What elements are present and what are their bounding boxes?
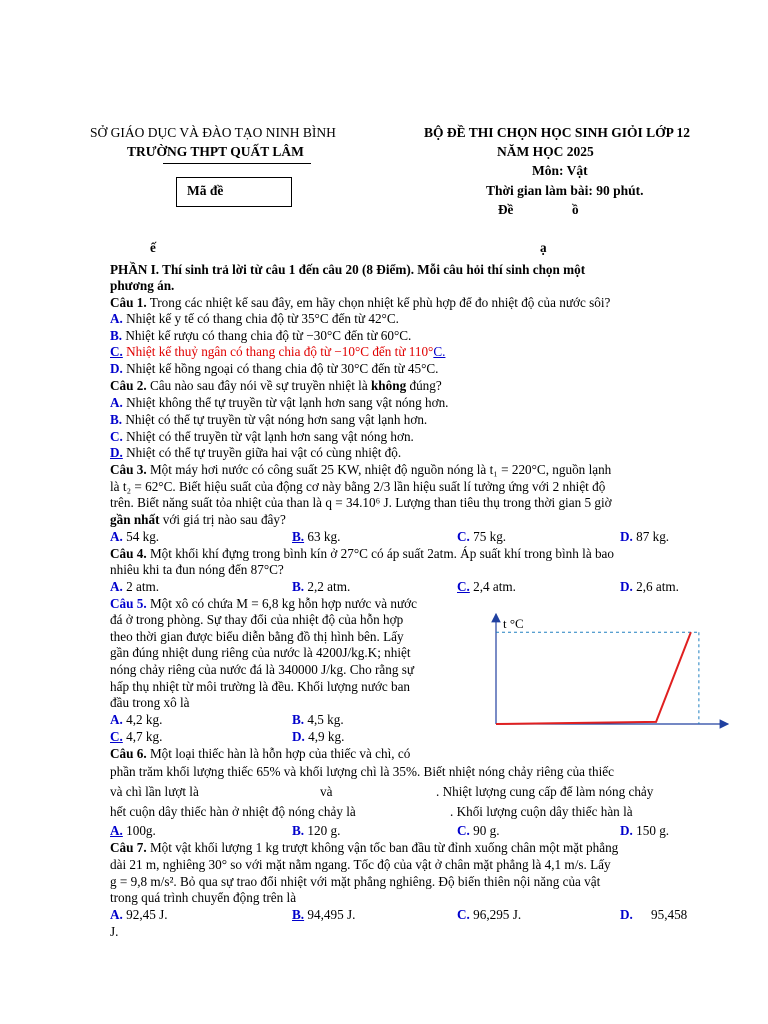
question-text: . Nhiệt lượng cung cấp để làm nóng chảy <box>436 784 654 799</box>
option-c <box>110 729 162 745</box>
option-text: 95,458 <box>651 907 688 922</box>
question-text: J. <box>110 924 119 939</box>
option-text: 2,4 atm. <box>469 579 516 594</box>
question-text: phần trăm khối lượng thiếc 65% và khối lượng chì là 35%. Biết nhiệt nóng chảy riêng của thiếc <box>110 764 614 779</box>
option-d <box>620 529 669 545</box>
department-name: SỞ GIÁO DỤC VÀ ĐÀO TẠO NINH BÌNH <box>90 125 336 140</box>
time-allowed: Thời gian làm bài: 90 phút. <box>486 183 644 198</box>
option-b <box>292 823 340 839</box>
option-letter: D. <box>110 445 123 460</box>
subject: Môn: Vật <box>532 163 588 178</box>
option-letter: A. <box>110 907 123 922</box>
question-1 <box>110 295 610 311</box>
option-letter: C. <box>110 344 123 359</box>
option-text: 90 g. <box>469 823 500 838</box>
option-text: Nhiệt có thể tự truyền giữa hai vật có cùng nhiệt độ. <box>122 445 402 460</box>
header-fragment: Đề <box>498 202 514 217</box>
question-text: nóng chảy riêng của nước đá là 340000 J/kg. Cho rằng sự <box>110 662 415 677</box>
option-letter: B. <box>292 823 305 838</box>
option-c <box>457 823 500 839</box>
option-text: 120 g. <box>304 823 341 838</box>
option-text: 4,9 kg. <box>304 729 345 744</box>
option-letter: D. <box>292 729 305 744</box>
question-text: đúng? <box>406 378 442 393</box>
question-2 <box>110 378 442 394</box>
option-text: 54 kg. <box>122 529 160 544</box>
option-text: 94,495 J. <box>304 907 356 922</box>
exam-set-title: BỘ ĐỀ THI CHỌN HỌC SINH GIỎI LỚP 12 <box>424 125 691 140</box>
question-emphasis: gần nhất <box>110 512 160 527</box>
option-text: 4,5 kg. <box>304 712 344 727</box>
option-text: Nhiệt kế hồng ngoại có thang chia độ từ 30°C đến từ 45°C. <box>122 361 439 376</box>
option-a <box>110 907 168 923</box>
question-text: . Khối lượng cuộn dây thiếc hàn là <box>450 804 633 819</box>
question-text: hết cuộn dây thiếc hàn ở nhiệt độ nóng chảy là <box>110 804 356 819</box>
question-text: và <box>320 784 333 799</box>
option-a <box>110 823 156 839</box>
option-text: 87 kg. <box>632 529 670 544</box>
option-letter: C. <box>110 729 123 744</box>
option-b <box>292 907 355 923</box>
option-text: 92,45 J. <box>122 907 168 922</box>
option-text: Nhiệt có thể truyền từ vật lạnh hơn sang vật nóng hơn. <box>122 429 414 444</box>
option-c <box>457 579 516 595</box>
option-text: 2,6 atm. <box>632 579 679 594</box>
header-fragment: ạ <box>540 240 547 255</box>
question-4 <box>110 546 614 562</box>
option-c <box>457 529 506 545</box>
question-text: Câu nào sau đây nói về sự truyền nhiệt là <box>146 378 371 393</box>
question-label: Câu 5. <box>110 596 147 611</box>
exam-code-label: Mã đề <box>187 183 224 198</box>
option-a <box>110 712 162 728</box>
option-letter: D. <box>620 579 633 594</box>
header-fragment: ế <box>150 240 156 255</box>
question-text: Một máy hơi nước có công suất 25 KW, nhiệt độ nguồn nóng là t₁ = 220°C, nguồn lạnh <box>146 462 612 477</box>
option-letter: C. <box>457 579 470 594</box>
question-text: đầu trong xô là <box>110 695 190 710</box>
question-text: trên. Biết năng suất tỏa nhiệt của than là q = 34.10⁶ J. Lượng than tiêu thụ trong thời gian 5 giờ <box>110 495 612 510</box>
question-label: Câu 4. <box>110 546 147 561</box>
option-d <box>620 907 633 923</box>
option-text-end: C. <box>433 344 446 359</box>
option-text: Nhiệt không thể tự truyền từ vật lạnh hơn sang vật nóng hơn. <box>122 395 449 410</box>
question-emphasis: không <box>370 378 407 393</box>
question-text: hấp thụ nhiệt từ môi trường là đều. Khối lượng nước ban <box>110 679 411 694</box>
option-letter: B. <box>292 712 305 727</box>
option-d <box>292 729 344 745</box>
part-title: PHẦN I. Thí sinh trả lời từ câu 1 đến câu 20 (8 Điểm). Mỗi câu hỏi thí sinh chọn một <box>110 262 586 277</box>
question-text: Một loại thiếc hàn là hỗn hợp của thiếc và chì, có <box>146 746 411 761</box>
option-letter: B. <box>292 579 305 594</box>
option-text: 96,295 J. <box>469 907 522 922</box>
question-text: đá ở trong phòng. Sự thay đổi của nhiệt độ của hỗn hợp <box>110 612 404 627</box>
question-text: Một khối khí đựng trong bình kín ở 27°C có áp suất 2atm. Áp suất khí trong bình là bao <box>146 546 615 561</box>
option-a <box>110 579 159 595</box>
header-rule <box>163 163 311 164</box>
option-text: 63 kg. <box>304 529 341 544</box>
option-d <box>110 361 438 377</box>
question-7 <box>110 840 618 856</box>
option-letter: B. <box>292 529 305 544</box>
option-letter: C. <box>457 907 470 922</box>
option-b <box>292 579 350 595</box>
y-axis-label: t °C <box>503 616 524 631</box>
option-c-correct <box>110 344 445 360</box>
option-a <box>110 529 159 545</box>
option-b <box>110 328 411 344</box>
option-b <box>110 412 427 428</box>
option-d <box>110 445 401 461</box>
option-letter: A. <box>110 712 123 727</box>
option-b <box>292 712 344 728</box>
option-letter: A. <box>110 579 123 594</box>
question-label: Câu 3. <box>110 462 147 477</box>
question-5 <box>110 596 417 612</box>
temperature-series-line <box>496 632 691 724</box>
option-letter: B. <box>110 412 123 427</box>
question-text: là t₂ = 62°C. Biết hiệu suất của động cơ này bằng 2/3 lần hiệu suất lí tưởng ứng với 2 nhiệt độ <box>110 479 606 494</box>
part-title: phương án. <box>110 278 175 293</box>
option-b <box>292 529 340 545</box>
option-letter: A. <box>110 529 123 544</box>
question-text: trong quá trình chuyển động trên là <box>110 890 297 905</box>
option-letter: A. <box>110 311 123 326</box>
question-6 <box>110 746 410 762</box>
question-label: Câu 2. <box>110 378 147 393</box>
option-letter: C. <box>110 429 123 444</box>
temperature-time-graph <box>486 606 732 734</box>
option-text: 75 kg. <box>469 529 507 544</box>
question-label: Câu 1. <box>110 295 147 310</box>
school-year: NĂM HỌC 2025 <box>497 144 594 159</box>
question-text: Một vật khối lượng 1 kg trượt không vận tốc ban đầu từ đỉnh xuống chân một mặt phẳng <box>146 840 619 855</box>
option-letter: B. <box>110 328 123 343</box>
question-text: với giá trị nào sau đây? <box>159 512 286 527</box>
option-text: 4,2 kg. <box>122 712 163 727</box>
option-d <box>620 579 679 595</box>
option-letter: C. <box>457 823 470 838</box>
option-text: Nhiệt kế thuỷ ngân có thang chia độ từ −10°C đến từ 110° <box>122 344 434 359</box>
option-text: 2,2 atm. <box>304 579 351 594</box>
option-d <box>620 823 669 839</box>
question-3 <box>110 462 611 478</box>
option-a <box>110 311 399 327</box>
option-text: 150 g. <box>632 823 670 838</box>
option-text: Nhiệt có thể tự truyền từ vật nóng hơn sang vật lạnh hơn. <box>122 412 428 427</box>
option-text: 4,7 kg. <box>122 729 163 744</box>
header-fragment: ồ <box>572 202 579 217</box>
question-text: Một xô có chứa M = 6,8 kg hỗn hợp nước và nước <box>146 596 417 611</box>
question-text: gần đúng nhiệt dung riêng của nước là 4200J/kg.K; nhiệt <box>110 645 411 660</box>
option-letter: B. <box>292 907 305 922</box>
question-text: Trong các nhiệt kế sau đây, em hãy chọn nhiệt kế phù hợp để đo nhiệt độ của nước sôi? <box>146 295 611 310</box>
question-label: Câu 7. <box>110 840 147 855</box>
option-letter: A. <box>110 395 123 410</box>
question-text: theo thời gian được biểu diễn bằng đồ thị hình bên. Lấy <box>110 629 404 644</box>
question-text: dài 21 m, nghiêng 30° so với mặt nằm ngang. Tốc độ của vật ở chân mặt phẳng là 4,1 m/s. Lấy <box>110 857 611 872</box>
option-letter: D. <box>620 823 633 838</box>
question-text: và chì lần lượt là <box>110 784 199 799</box>
option-c <box>110 429 414 445</box>
question-text: g = 9,8 m/s². Bỏ qua sự trao đổi nhiệt với mặt phẳng nghiêng. Độ biến thiên nội năng của vật <box>110 874 601 889</box>
option-a <box>110 395 448 411</box>
question-label: Câu 6. <box>110 746 147 761</box>
school-name: TRƯỜNG THPT QUẤT LÂM <box>127 144 304 159</box>
option-letter: D. <box>620 907 633 922</box>
option-letter: A. <box>110 823 123 838</box>
question-text <box>110 512 286 528</box>
option-text: 2 atm. <box>122 579 160 594</box>
option-c <box>457 907 521 923</box>
question-text: nhiêu khi ta đun nóng đến 87°C? <box>110 562 284 577</box>
option-letter: C. <box>457 529 470 544</box>
option-letter: D. <box>110 361 123 376</box>
option-text: 100g. <box>122 823 156 838</box>
option-text: Nhiệt kế rượu có thang chia độ từ −30°C đến từ 60°C. <box>122 328 412 343</box>
option-text: Nhiệt kế y tế có thang chia độ từ 35°C đến từ 42°C. <box>122 311 399 326</box>
option-letter: D. <box>620 529 633 544</box>
